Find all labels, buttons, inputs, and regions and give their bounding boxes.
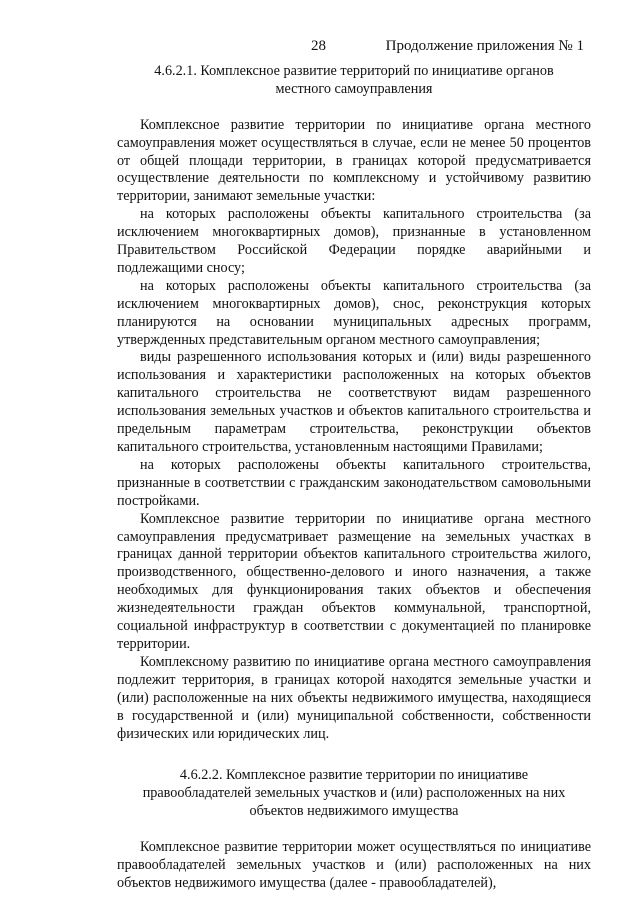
section-heading-4-6-2-2 — [117, 767, 591, 821]
paragraph: на которых расположены объекты капитального строительства (за исключением многоквартирных домов), снос, реконструкция которых планируются на основании муниципальных адресных программ, утвержденных представительным органом местного самоуправления; — [117, 277, 591, 348]
heading-line: правообладателей земельных участков и (или) расположенных на них — [142, 785, 566, 802]
document-body — [117, 63, 591, 893]
paragraph: Комплексное развитие территории может осуществляться по инициативе правообладателей земельных участков и (или) расположенных на них объектов недвижимого имущества (далее - правообладателей), — [117, 838, 591, 891]
appendix-continuation: Продолжение приложения № 1 — [385, 38, 584, 54]
page-header — [0, 38, 640, 58]
heading-line: объектов недвижимого имущества — [249, 803, 459, 820]
paragraph: Комплексное развитие территории по инициативе органа местного самоуправления может осуществляться в случае, если не менее 50 процентов от общей площади территории, в границах которой предусматривается осуществление деятельности по комплексному и устойчивому развитию территории, занимают земельные участки: — [117, 116, 591, 205]
paragraph: виды разрешенного использования которых и (или) виды разрешенного использования и характеристики расположенных на которых объектов капитального строительства не соответствуют видам разрешенного использования земельных участков и объектов капитального строительства и предельным параметрам строительства, реконструкции объектов капитального строительства, установленным настоящими Правилами; — [117, 349, 591, 456]
paragraph: Комплексному развитию по инициативе органа местного самоуправления подлежит территория, в границах которой находятся земельные участки и (или) расположенные на них объекты недвижимого имущества, находящиеся в государственной и (или) муниципальной собственности, собственности физических или юридических лиц. — [117, 653, 591, 742]
page-number: 28 — [311, 38, 326, 54]
heading-line: 4.6.2.1. Комплексное развитие территорий по инициативе органов — [154, 63, 554, 79]
heading-line: 4.6.2.2. Комплексное развитие территории по инициативе — [179, 767, 529, 784]
paragraph: на которых расположены объекты капитального строительства, признанные в соответствии с гражданским законодательством самовольными постройками. — [117, 456, 591, 509]
paragraph: Комплексное развитие территории по инициативе органа местного самоуправления предусматривает размещение на земельных участках в границах данной территории объектов капитального строительства жилого, производственного, общественно-делового и иного назначения, а также необходимых для функционирования таких объектов и обеспечения жизнедеятельности граждан объектов коммунальной, транспортной, социальной инфраструктур в соответствии с документацией по планировке территории. — [117, 510, 591, 652]
section-heading-4-6-2-1 — [117, 63, 591, 99]
heading-line: местного самоуправления — [275, 80, 433, 97]
paragraph: на которых расположены объекты капитального строительства (за исключением многоквартирных домов), признанные в установленном Правительством Российской Федерации порядке аварийными и подлежащими сносу; — [117, 206, 591, 276]
